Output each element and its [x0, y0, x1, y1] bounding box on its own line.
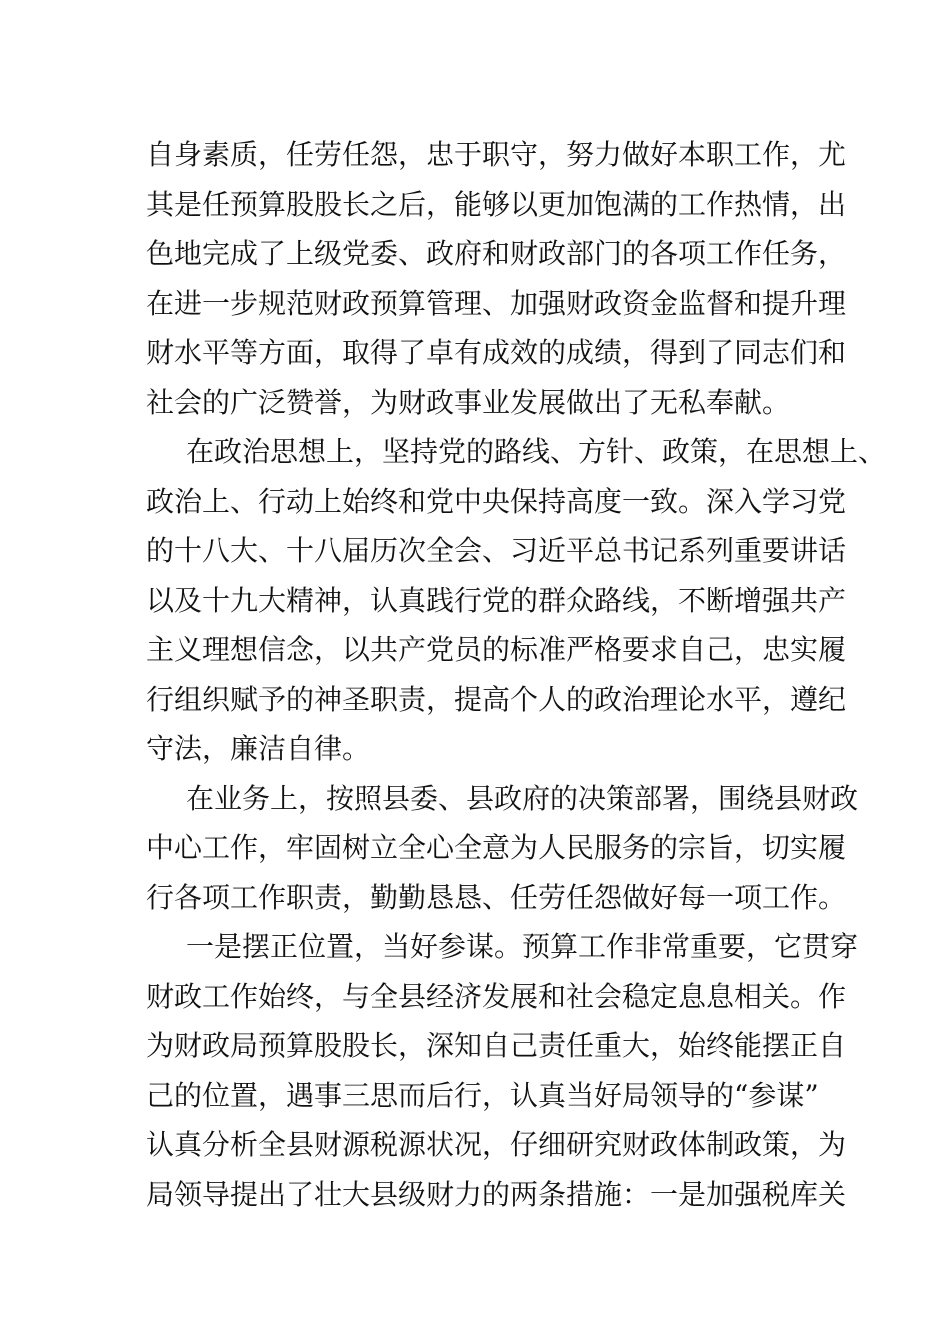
- text-line: 为财政局预算股股长，深知自己责任重大，始终能摆正自: [146, 1029, 847, 1062]
- text-line: 行各项工作职责，勤勤恳恳、任劳任怨做好每一项工作。: [146, 880, 847, 914]
- text-line: 社会的广泛赞誉，为财政事业发展做出了无私奉献。: [146, 385, 791, 419]
- text-line: 的十八大、十八届历次全会、习近平总书记系列重要讲话: [146, 534, 847, 567]
- text-line: 守法，廉洁自律。: [146, 732, 371, 765]
- paragraph-start-line: 在政治思想上，坚持党的路线、方针、政策，在思想上、: [186, 435, 887, 468]
- text-line: 局领导提出了壮大县级财力的两条措施：一是加强税库关: [146, 1177, 847, 1211]
- paragraph-start-line: 在业务上，按照县委、县政府的决策部署，围绕县财政: [186, 781, 859, 815]
- text-line: 其是任预算股股长之后，能够以更加饱满的工作热情，出: [146, 187, 847, 221]
- text-line: 己的位置，遇事三思而后行，认真当好局领导的“参谋”: [146, 1078, 819, 1112]
- text-line: 自身素质，任劳任怨，忠于职守，努力做好本职工作，尤: [146, 138, 847, 171]
- text-line: 认真分析全县财源税源状况，仔细研究财政体制政策，为: [146, 1128, 847, 1161]
- text-line: 在进一步规范财政预算管理、加强财政资金监督和提升理: [146, 286, 847, 320]
- text-line: 主义理想信念，以共产党员的标准严格要求自己，忠实履: [146, 633, 847, 666]
- paragraph-start-line: 一是摆正位置，当好参谋。预算工作非常重要，它贯穿: [186, 930, 859, 963]
- text-line: 以及十九大精神，认真践行党的群众路线，不断增强共产: [146, 583, 847, 617]
- text-line: 财水平等方面，取得了卓有成效的成绩，得到了同志们和: [146, 336, 847, 369]
- text-line: 色地完成了上级党委、政府和财政部门的各项工作任务，: [146, 237, 847, 270]
- document-body: [146, 130, 887, 1219]
- text-line: 行组织赋予的神圣职责，提高个人的政治理论水平，遵纪: [146, 682, 847, 716]
- text-line: 中心工作，牢固树立全心全意为人民服务的宗旨，切实履: [146, 831, 847, 864]
- text-line: 政治上、行动上始终和党中央保持高度一致。深入学习党: [146, 484, 847, 518]
- text-line: 财政工作始终，与全县经济发展和社会稳定息息相关。作: [146, 979, 847, 1013]
